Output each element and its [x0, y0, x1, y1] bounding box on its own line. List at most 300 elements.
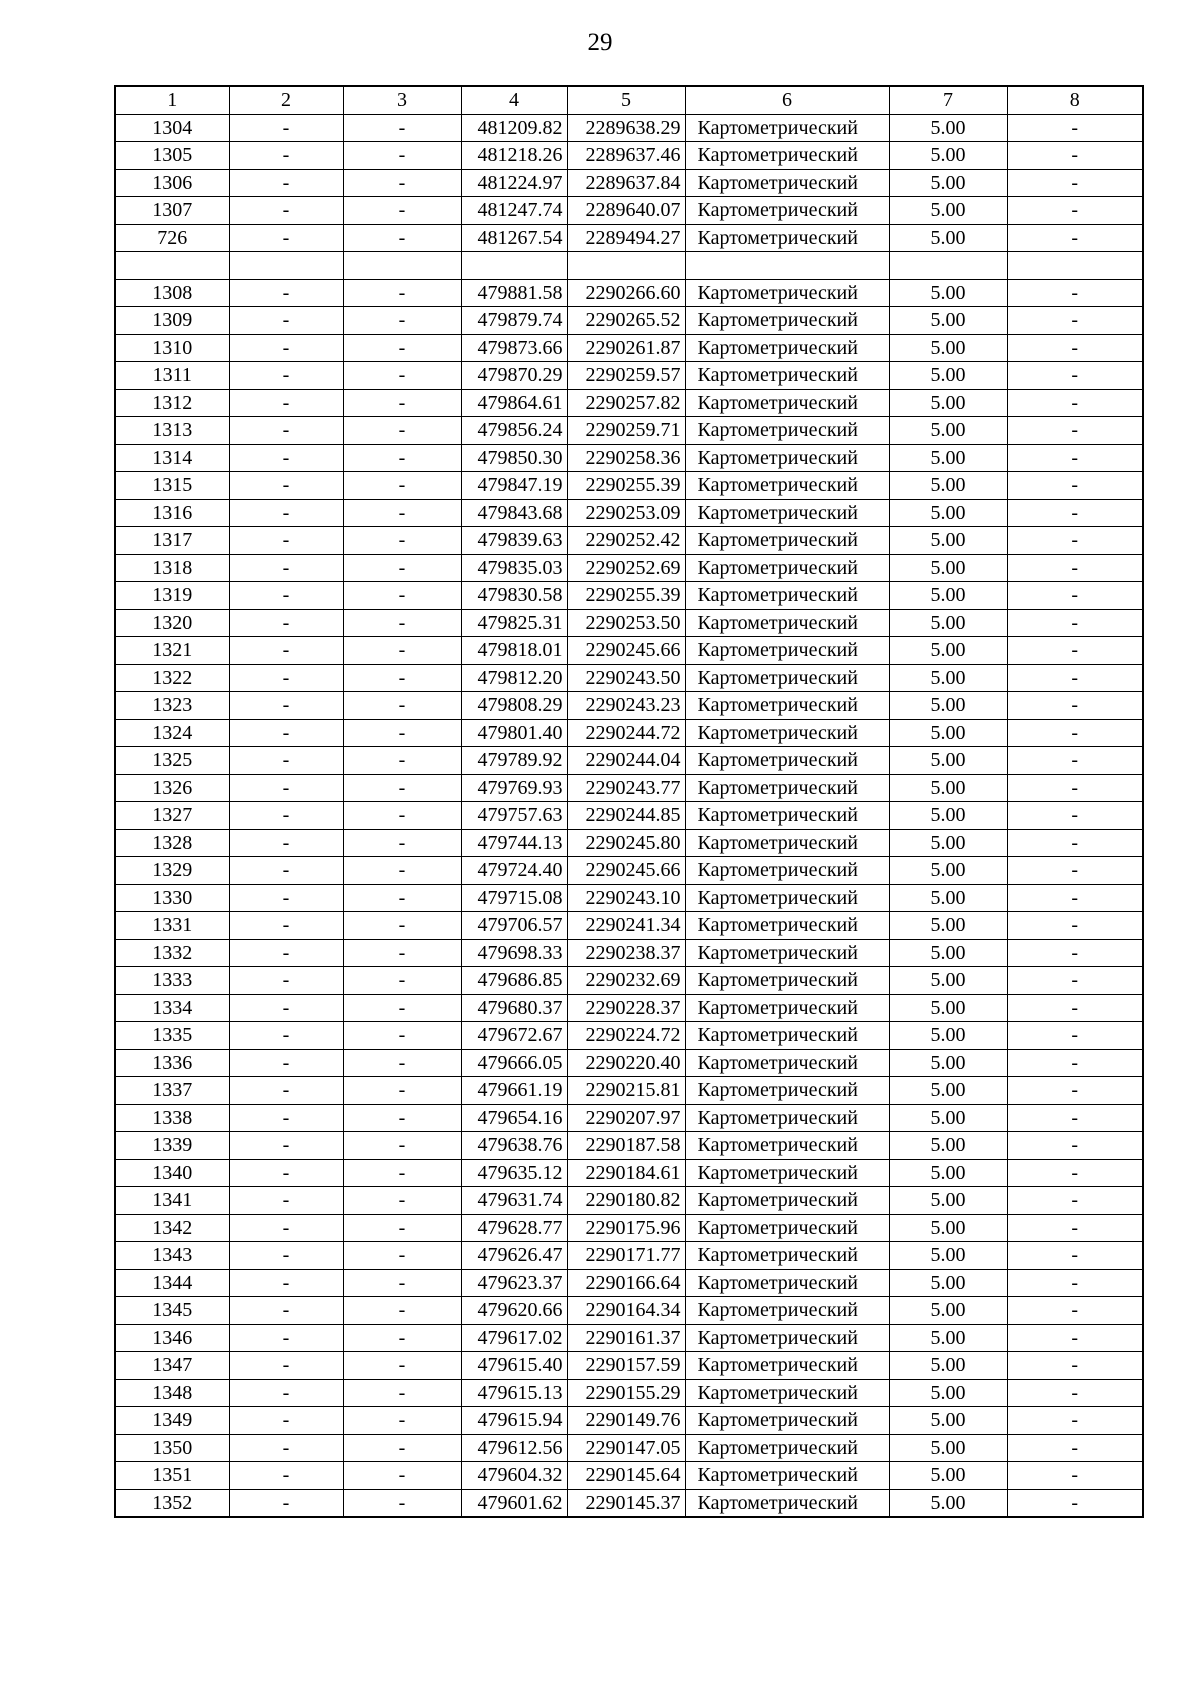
- x-coordinate-cell: 479686.85: [461, 967, 567, 995]
- accuracy-cell: 5.00: [889, 1489, 1007, 1517]
- point-number-cell: 1335: [115, 1022, 229, 1050]
- col2-cell: -: [229, 692, 343, 720]
- x-coordinate-cell: 479825.31: [461, 609, 567, 637]
- x-coordinate-cell: 479839.63: [461, 527, 567, 555]
- table-row: [115, 1297, 1143, 1325]
- method-cell: Картометрический: [685, 1324, 889, 1352]
- method-cell: Картометрический: [685, 1379, 889, 1407]
- x-coordinate-cell: 479873.66: [461, 334, 567, 362]
- col8-cell: -: [1007, 554, 1143, 582]
- col2-cell: -: [229, 307, 343, 335]
- y-coordinate-cell: 2289640.07: [567, 197, 685, 225]
- accuracy-cell: [889, 252, 1007, 280]
- col8-cell: -: [1007, 1324, 1143, 1352]
- col2-cell: -: [229, 554, 343, 582]
- x-coordinate-cell: 481209.82: [461, 114, 567, 142]
- col8-cell: -: [1007, 114, 1143, 142]
- col3-cell: -: [343, 169, 461, 197]
- point-number-cell: 1323: [115, 692, 229, 720]
- method-cell: Картометрический: [685, 939, 889, 967]
- method-cell: Картометрический: [685, 609, 889, 637]
- table-body: [115, 114, 1143, 1517]
- x-coordinate-cell: 479623.37: [461, 1269, 567, 1297]
- col3-cell: -: [343, 1077, 461, 1105]
- method-cell: Картометрический: [685, 774, 889, 802]
- col8-cell: -: [1007, 417, 1143, 445]
- y-coordinate-cell: 2290252.69: [567, 554, 685, 582]
- coordinates-table: [114, 85, 1144, 1518]
- point-number-cell: 1327: [115, 802, 229, 830]
- col2-cell: -: [229, 609, 343, 637]
- x-coordinate-cell: 479698.33: [461, 939, 567, 967]
- x-coordinate-cell: 479604.32: [461, 1462, 567, 1490]
- accuracy-cell: 5.00: [889, 169, 1007, 197]
- method-cell: Картометрический: [685, 884, 889, 912]
- col8-cell: -: [1007, 362, 1143, 390]
- column-header: 4: [461, 86, 567, 114]
- point-number-cell: [115, 252, 229, 280]
- col3-cell: -: [343, 444, 461, 472]
- table-header-row: [115, 86, 1143, 114]
- table-row: [115, 554, 1143, 582]
- col8-cell: -: [1007, 1022, 1143, 1050]
- col8-cell: -: [1007, 1379, 1143, 1407]
- method-cell: Картометрический: [685, 307, 889, 335]
- table-row: [115, 444, 1143, 472]
- point-number-cell: 1325: [115, 747, 229, 775]
- col2-cell: -: [229, 857, 343, 885]
- table-row: [115, 1049, 1143, 1077]
- table-row: [115, 1214, 1143, 1242]
- col3-cell: -: [343, 1132, 461, 1160]
- accuracy-cell: 5.00: [889, 857, 1007, 885]
- col8-cell: -: [1007, 1269, 1143, 1297]
- col8-cell: -: [1007, 939, 1143, 967]
- y-coordinate-cell: 2290243.77: [567, 774, 685, 802]
- method-cell: Картометрический: [685, 554, 889, 582]
- col3-cell: -: [343, 1489, 461, 1517]
- point-number-cell: 1332: [115, 939, 229, 967]
- table-row: [115, 1379, 1143, 1407]
- col8-cell: -: [1007, 802, 1143, 830]
- method-cell: Картометрический: [685, 197, 889, 225]
- method-cell: Картометрический: [685, 334, 889, 362]
- col3-cell: -: [343, 994, 461, 1022]
- point-number-cell: 1345: [115, 1297, 229, 1325]
- method-cell: Картометрический: [685, 994, 889, 1022]
- point-number-cell: 1316: [115, 499, 229, 527]
- y-coordinate-cell: 2290243.23: [567, 692, 685, 720]
- method-cell: Картометрический: [685, 1214, 889, 1242]
- method-cell: Картометрический: [685, 499, 889, 527]
- col3-cell: -: [343, 1242, 461, 1270]
- y-coordinate-cell: [567, 252, 685, 280]
- accuracy-cell: 5.00: [889, 279, 1007, 307]
- col3-cell: -: [343, 692, 461, 720]
- point-number-cell: 1318: [115, 554, 229, 582]
- accuracy-cell: 5.00: [889, 114, 1007, 142]
- y-coordinate-cell: 2290215.81: [567, 1077, 685, 1105]
- x-coordinate-cell: 479864.61: [461, 389, 567, 417]
- col8-cell: -: [1007, 1489, 1143, 1517]
- col3-cell: -: [343, 912, 461, 940]
- table-row: [115, 637, 1143, 665]
- method-cell: Картометрический: [685, 389, 889, 417]
- accuracy-cell: 5.00: [889, 554, 1007, 582]
- accuracy-cell: 5.00: [889, 1049, 1007, 1077]
- method-cell: Картометрический: [685, 444, 889, 472]
- col2-cell: -: [229, 829, 343, 857]
- x-coordinate-cell: 479870.29: [461, 362, 567, 390]
- x-coordinate-cell: 479744.13: [461, 829, 567, 857]
- x-coordinate-cell: 479626.47: [461, 1242, 567, 1270]
- col2-cell: -: [229, 1159, 343, 1187]
- col3-cell: -: [343, 279, 461, 307]
- col8-cell: -: [1007, 1187, 1143, 1215]
- col8-cell: -: [1007, 279, 1143, 307]
- method-cell: Картометрический: [685, 1132, 889, 1160]
- column-header: 5: [567, 86, 685, 114]
- col2-cell: -: [229, 362, 343, 390]
- table-row: [115, 857, 1143, 885]
- method-cell: Картометрический: [685, 692, 889, 720]
- accuracy-cell: 5.00: [889, 719, 1007, 747]
- table-row: [115, 142, 1143, 170]
- table-row: [115, 774, 1143, 802]
- y-coordinate-cell: 2289637.46: [567, 142, 685, 170]
- table-row: [115, 912, 1143, 940]
- table-row: [115, 169, 1143, 197]
- col8-cell: -: [1007, 334, 1143, 362]
- y-coordinate-cell: 2290265.52: [567, 307, 685, 335]
- table-row: [115, 1022, 1143, 1050]
- y-coordinate-cell: 2290245.66: [567, 857, 685, 885]
- y-coordinate-cell: 2290253.09: [567, 499, 685, 527]
- table-row: [115, 224, 1143, 252]
- y-coordinate-cell: 2290244.04: [567, 747, 685, 775]
- col8-cell: -: [1007, 609, 1143, 637]
- point-number-cell: 1321: [115, 637, 229, 665]
- table-row: [115, 994, 1143, 1022]
- y-coordinate-cell: 2290161.37: [567, 1324, 685, 1352]
- method-cell: Картометрический: [685, 1269, 889, 1297]
- accuracy-cell: 5.00: [889, 1462, 1007, 1490]
- table-row: [115, 362, 1143, 390]
- y-coordinate-cell: 2290155.29: [567, 1379, 685, 1407]
- x-coordinate-cell: 479818.01: [461, 637, 567, 665]
- method-cell: Картометрический: [685, 472, 889, 500]
- x-coordinate-cell: 479631.74: [461, 1187, 567, 1215]
- table-row: [115, 1434, 1143, 1462]
- col8-cell: -: [1007, 1434, 1143, 1462]
- col8-cell: -: [1007, 637, 1143, 665]
- accuracy-cell: 5.00: [889, 1324, 1007, 1352]
- method-cell: Картометрический: [685, 114, 889, 142]
- col2-cell: -: [229, 1352, 343, 1380]
- y-coordinate-cell: 2290266.60: [567, 279, 685, 307]
- col8-cell: -: [1007, 224, 1143, 252]
- y-coordinate-cell: 2290157.59: [567, 1352, 685, 1380]
- col2-cell: -: [229, 1132, 343, 1160]
- method-cell: Картометрический: [685, 417, 889, 445]
- col2-cell: -: [229, 472, 343, 500]
- table-row: [115, 1352, 1143, 1380]
- col3-cell: -: [343, 1352, 461, 1380]
- col3-cell: -: [343, 1049, 461, 1077]
- table-row: [115, 1159, 1143, 1187]
- col8-cell: -: [1007, 994, 1143, 1022]
- col3-cell: -: [343, 774, 461, 802]
- y-coordinate-cell: 2289638.29: [567, 114, 685, 142]
- y-coordinate-cell: 2290175.96: [567, 1214, 685, 1242]
- accuracy-cell: 5.00: [889, 1269, 1007, 1297]
- table-row: [115, 1187, 1143, 1215]
- method-cell: Картометрический: [685, 169, 889, 197]
- point-number-cell: 1350: [115, 1434, 229, 1462]
- x-coordinate-cell: 479601.62: [461, 1489, 567, 1517]
- col2-cell: -: [229, 1214, 343, 1242]
- col3-cell: -: [343, 389, 461, 417]
- y-coordinate-cell: 2289494.27: [567, 224, 685, 252]
- table-row: [115, 802, 1143, 830]
- accuracy-cell: 5.00: [889, 142, 1007, 170]
- x-coordinate-cell: 479612.56: [461, 1434, 567, 1462]
- method-cell: Картометрический: [685, 1077, 889, 1105]
- y-coordinate-cell: 2290255.39: [567, 472, 685, 500]
- accuracy-cell: 5.00: [889, 994, 1007, 1022]
- col3-cell: -: [343, 664, 461, 692]
- y-coordinate-cell: 2290245.66: [567, 637, 685, 665]
- col3-cell: -: [343, 1324, 461, 1352]
- col3-cell: -: [343, 609, 461, 637]
- x-coordinate-cell: 481224.97: [461, 169, 567, 197]
- method-cell: Картометрический: [685, 967, 889, 995]
- y-coordinate-cell: 2290258.36: [567, 444, 685, 472]
- table-row: [115, 719, 1143, 747]
- point-number-cell: 1341: [115, 1187, 229, 1215]
- table-row: [115, 609, 1143, 637]
- method-cell: Картометрический: [685, 1104, 889, 1132]
- method-cell: Картометрический: [685, 1022, 889, 1050]
- point-number-cell: 1331: [115, 912, 229, 940]
- col3-cell: -: [343, 1187, 461, 1215]
- method-cell: Картометрический: [685, 1297, 889, 1325]
- point-number-cell: 1348: [115, 1379, 229, 1407]
- col2-cell: -: [229, 197, 343, 225]
- method-cell: Картометрический: [685, 1462, 889, 1490]
- col8-cell: -: [1007, 884, 1143, 912]
- col2-cell: -: [229, 279, 343, 307]
- method-cell: Картометрический: [685, 1187, 889, 1215]
- table-row: [115, 939, 1143, 967]
- accuracy-cell: 5.00: [889, 664, 1007, 692]
- method-cell: Картометрический: [685, 1407, 889, 1435]
- col3-cell: -: [343, 472, 461, 500]
- x-coordinate-cell: 479835.03: [461, 554, 567, 582]
- y-coordinate-cell: 2290241.34: [567, 912, 685, 940]
- x-coordinate-cell: 479615.94: [461, 1407, 567, 1435]
- table-row: [115, 389, 1143, 417]
- col3-cell: -: [343, 1407, 461, 1435]
- y-coordinate-cell: 2290184.61: [567, 1159, 685, 1187]
- col3-cell: -: [343, 362, 461, 390]
- y-coordinate-cell: 2290164.34: [567, 1297, 685, 1325]
- x-coordinate-cell: 479879.74: [461, 307, 567, 335]
- col3-cell: -: [343, 1379, 461, 1407]
- col3-cell: -: [343, 224, 461, 252]
- col3-cell: -: [343, 1214, 461, 1242]
- x-coordinate-cell: 479654.16: [461, 1104, 567, 1132]
- method-cell: Картометрический: [685, 802, 889, 830]
- col3-cell: -: [343, 1462, 461, 1490]
- col2-cell: -: [229, 142, 343, 170]
- table-row: [115, 1077, 1143, 1105]
- point-number-cell: 1336: [115, 1049, 229, 1077]
- point-number-cell: 1328: [115, 829, 229, 857]
- col2-cell: -: [229, 967, 343, 995]
- col2-cell: -: [229, 1187, 343, 1215]
- col8-cell: -: [1007, 1242, 1143, 1270]
- col2-cell: -: [229, 994, 343, 1022]
- x-coordinate-cell: 479881.58: [461, 279, 567, 307]
- point-number-cell: 1319: [115, 582, 229, 610]
- col2-cell: -: [229, 169, 343, 197]
- table-row: [115, 1489, 1143, 1517]
- column-header: 2: [229, 86, 343, 114]
- y-coordinate-cell: 2290252.42: [567, 527, 685, 555]
- point-number-cell: 726: [115, 224, 229, 252]
- col2-cell: -: [229, 1104, 343, 1132]
- col8-cell: -: [1007, 307, 1143, 335]
- col8-cell: -: [1007, 142, 1143, 170]
- col8-cell: -: [1007, 1214, 1143, 1242]
- col8-cell: -: [1007, 829, 1143, 857]
- col3-cell: -: [343, 1022, 461, 1050]
- col3-cell: -: [343, 499, 461, 527]
- x-coordinate-cell: 479680.37: [461, 994, 567, 1022]
- accuracy-cell: 5.00: [889, 444, 1007, 472]
- table-row: [115, 582, 1143, 610]
- table-row: [115, 829, 1143, 857]
- point-number-cell: 1309: [115, 307, 229, 335]
- col2-cell: -: [229, 1297, 343, 1325]
- point-number-cell: 1342: [115, 1214, 229, 1242]
- accuracy-cell: 5.00: [889, 1407, 1007, 1435]
- col8-cell: -: [1007, 719, 1143, 747]
- col3-cell: -: [343, 939, 461, 967]
- accuracy-cell: 5.00: [889, 747, 1007, 775]
- method-cell: Картометрический: [685, 857, 889, 885]
- col2-cell: -: [229, 444, 343, 472]
- table-row: [115, 1407, 1143, 1435]
- col8-cell: -: [1007, 774, 1143, 802]
- accuracy-cell: 5.00: [889, 1077, 1007, 1105]
- x-coordinate-cell: 479706.57: [461, 912, 567, 940]
- column-header: 7: [889, 86, 1007, 114]
- col3-cell: -: [343, 142, 461, 170]
- accuracy-cell: 5.00: [889, 802, 1007, 830]
- y-coordinate-cell: 2290259.57: [567, 362, 685, 390]
- point-number-cell: 1329: [115, 857, 229, 885]
- accuracy-cell: 5.00: [889, 472, 1007, 500]
- point-number-cell: 1326: [115, 774, 229, 802]
- x-coordinate-cell: 479715.08: [461, 884, 567, 912]
- point-number-cell: 1304: [115, 114, 229, 142]
- col8-cell: -: [1007, 472, 1143, 500]
- col2-cell: -: [229, 939, 343, 967]
- method-cell: Картометрический: [685, 829, 889, 857]
- col8-cell: -: [1007, 747, 1143, 775]
- col8-cell: -: [1007, 389, 1143, 417]
- y-coordinate-cell: 2290238.37: [567, 939, 685, 967]
- accuracy-cell: 5.00: [889, 1214, 1007, 1242]
- x-coordinate-cell: 479757.63: [461, 802, 567, 830]
- col8-cell: -: [1007, 1462, 1143, 1490]
- method-cell: Картометрический: [685, 912, 889, 940]
- point-number-cell: 1311: [115, 362, 229, 390]
- y-coordinate-cell: 2290259.71: [567, 417, 685, 445]
- point-number-cell: 1344: [115, 1269, 229, 1297]
- col8-cell: -: [1007, 1049, 1143, 1077]
- col3-cell: -: [343, 554, 461, 582]
- method-cell: Картометрический: [685, 747, 889, 775]
- y-coordinate-cell: 2290255.39: [567, 582, 685, 610]
- y-coordinate-cell: 2290166.64: [567, 1269, 685, 1297]
- accuracy-cell: 5.00: [889, 609, 1007, 637]
- x-coordinate-cell: 479617.02: [461, 1324, 567, 1352]
- col8-cell: -: [1007, 499, 1143, 527]
- col3-cell: -: [343, 637, 461, 665]
- accuracy-cell: 5.00: [889, 197, 1007, 225]
- col8-cell: -: [1007, 912, 1143, 940]
- point-number-cell: 1343: [115, 1242, 229, 1270]
- point-number-cell: 1310: [115, 334, 229, 362]
- accuracy-cell: 5.00: [889, 1022, 1007, 1050]
- x-coordinate-cell: 479847.19: [461, 472, 567, 500]
- accuracy-cell: 5.00: [889, 362, 1007, 390]
- point-number-cell: 1352: [115, 1489, 229, 1517]
- accuracy-cell: 5.00: [889, 224, 1007, 252]
- y-coordinate-cell: 2290171.77: [567, 1242, 685, 1270]
- col2-cell: -: [229, 1434, 343, 1462]
- y-coordinate-cell: 2290244.72: [567, 719, 685, 747]
- x-coordinate-cell: 479672.67: [461, 1022, 567, 1050]
- method-cell: Картометрический: [685, 637, 889, 665]
- point-number-cell: 1349: [115, 1407, 229, 1435]
- method-cell: Картометрический: [685, 1242, 889, 1270]
- method-cell: Картометрический: [685, 1352, 889, 1380]
- y-coordinate-cell: 2290243.10: [567, 884, 685, 912]
- method-cell: Картометрический: [685, 142, 889, 170]
- col3-cell: -: [343, 417, 461, 445]
- table-row: [115, 114, 1143, 142]
- col2-cell: -: [229, 499, 343, 527]
- col2-cell: -: [229, 1269, 343, 1297]
- col2-cell: -: [229, 527, 343, 555]
- x-coordinate-cell: 479808.29: [461, 692, 567, 720]
- x-coordinate-cell: 479769.93: [461, 774, 567, 802]
- x-coordinate-cell: 479801.40: [461, 719, 567, 747]
- point-number-cell: 1313: [115, 417, 229, 445]
- col8-cell: -: [1007, 582, 1143, 610]
- point-number-cell: 1337: [115, 1077, 229, 1105]
- col2-cell: [229, 252, 343, 280]
- x-coordinate-cell: 479615.40: [461, 1352, 567, 1380]
- col8-cell: -: [1007, 1407, 1143, 1435]
- col3-cell: -: [343, 1269, 461, 1297]
- col2-cell: -: [229, 1407, 343, 1435]
- col8-cell: -: [1007, 1297, 1143, 1325]
